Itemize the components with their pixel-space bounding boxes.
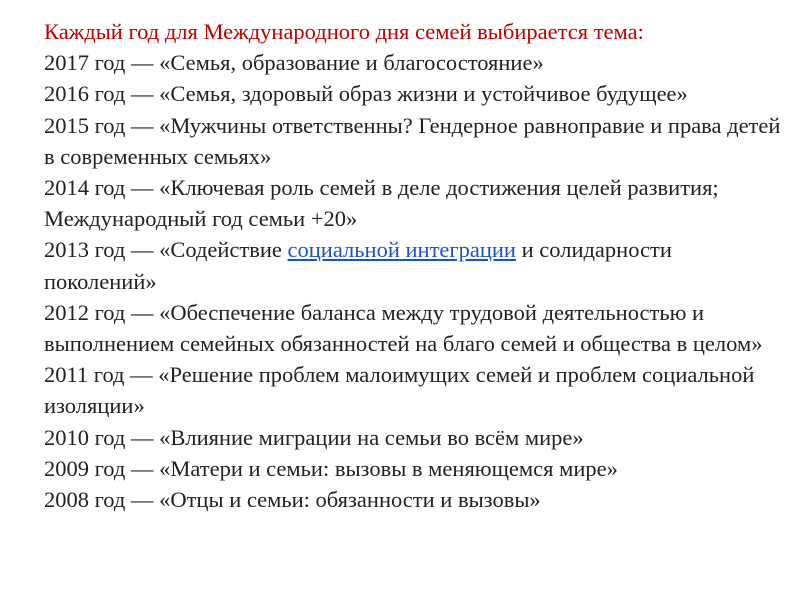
theme-entry-2011: 2011 год — «Решение проблем малоимущих семей и проблем социальной изоляции» [44, 362, 755, 419]
social-integration-link[interactable]: социальной интеграции [287, 237, 516, 263]
theme-entry-2017: 2017 год — «Семья, образование и благосостояние» [44, 50, 544, 76]
theme-entry-2012: 2012 год — «Обеспечение баланса между трудовой деятельностью и выполнением семейных обязанностей на благо семей и общества в целом» [44, 299, 763, 357]
theme-entry-2016: 2016 год — «Семья, здоровый образ жизни и устойчивое будущее» [44, 81, 688, 107]
theme-entry-2013 [44, 234, 784, 296]
theme-entry-2013-before: 2013 год — «Содействие [44, 237, 288, 263]
theme-entry-2010: 2010 год — «Влияние миграции на семьи во всём мире» [44, 424, 584, 450]
slide-heading: Каждый год для Международного дня семей выбирается тема: [44, 19, 644, 44]
theme-entry-2014: 2014 год — «Ключевая роль семей в деле достижения целей развития; Международный год семьи +20» [44, 175, 719, 232]
slide-content [44, 16, 784, 515]
theme-entry-2008: 2008 год — «Отцы и семьи: обязанности и вызовы» [44, 487, 541, 513]
theme-entry-2009: 2009 год — «Матери и семьи: вызовы в меняющемся мире» [44, 455, 618, 481]
theme-entry-2013-after: и солидарности поколений» [44, 237, 672, 294]
theme-entry-2015: 2015 год — «Мужчины ответственны? Гендерное равноправие и права детей в современных семьях» [44, 112, 781, 169]
